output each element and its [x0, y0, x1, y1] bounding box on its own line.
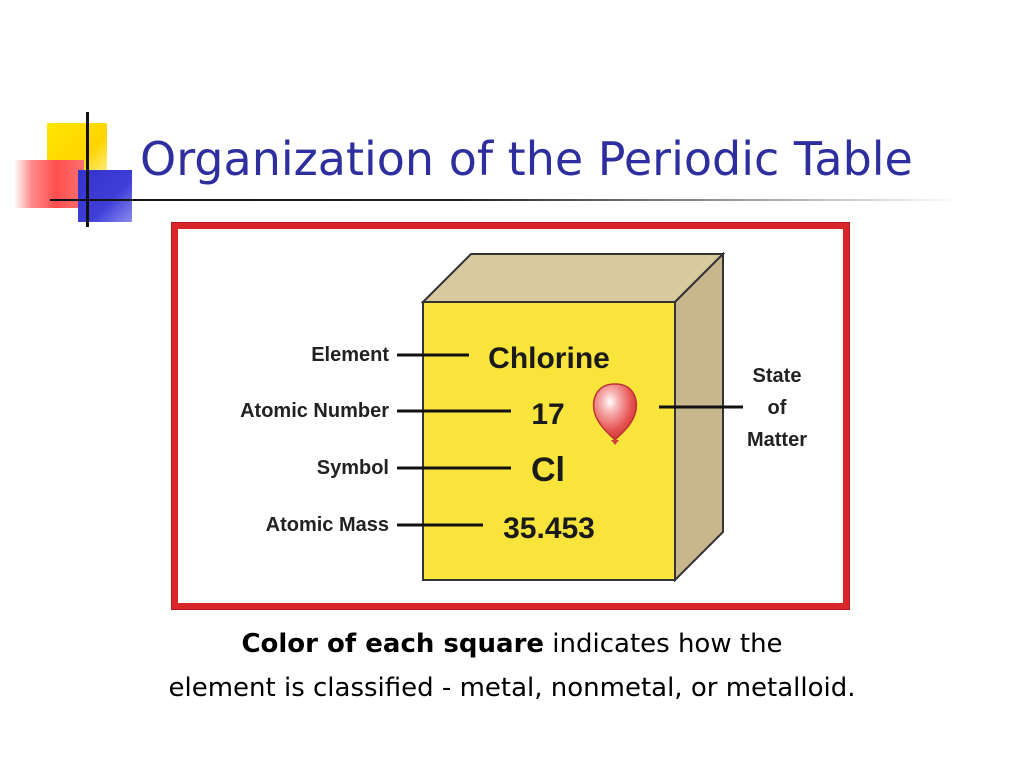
decor-vertical-line — [86, 112, 89, 227]
caption-line-1 — [0, 622, 1024, 666]
title-underline — [50, 199, 960, 201]
atomic-mass: 35.453 — [503, 512, 595, 545]
atomic-number: 17 — [531, 398, 565, 431]
label-symbol: Symbol — [316, 457, 389, 479]
label-atomic-mass: Atomic Mass — [265, 514, 389, 536]
slide-title: Organization of the Periodic Table — [140, 132, 913, 186]
square-side-face — [675, 254, 723, 580]
label-state-line1: State — [752, 365, 802, 387]
element-square-figure — [171, 222, 850, 610]
square-top-face — [423, 254, 723, 302]
caption-line-2: element is classified - metal, nonmetal, or metalloid. — [168, 673, 856, 703]
label-state-line3: Matter — [746, 429, 808, 451]
label-atomic-number: Atomic Number — [240, 400, 389, 422]
caption-line1-rest: indicates how the — [544, 629, 783, 659]
caption-bold: Color of each square — [241, 629, 545, 659]
element-name: Chlorine — [488, 342, 610, 375]
label-state-line2: of — [767, 397, 787, 419]
caption — [0, 622, 1024, 710]
element-symbol: Cl — [531, 451, 565, 489]
label-element: Element — [311, 344, 389, 366]
